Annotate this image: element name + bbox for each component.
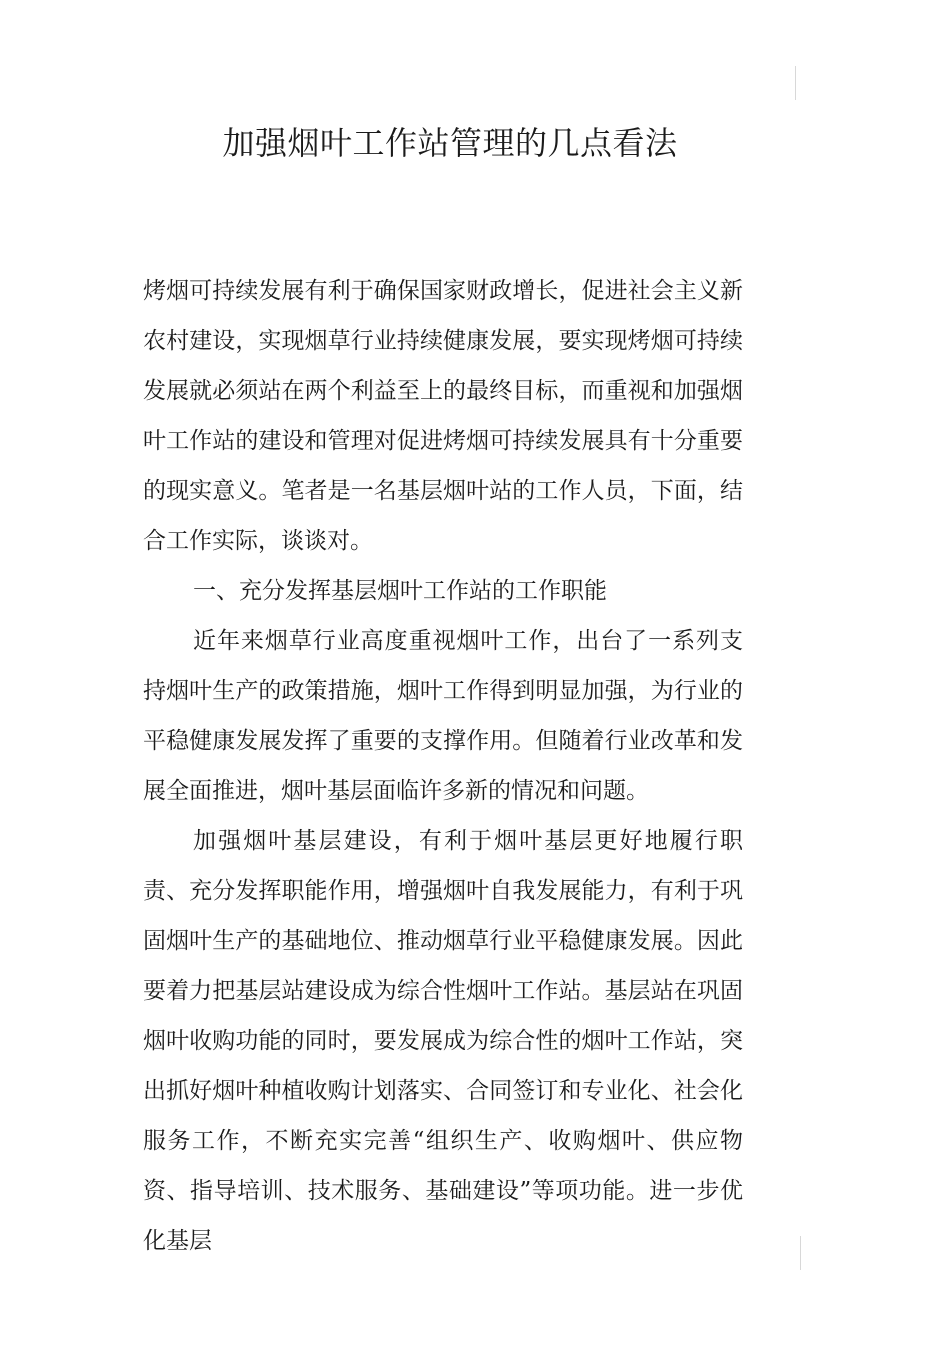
paragraph-3: 加强烟叶基层建设，有利于烟叶基层更好地履行职责、充分发挥职能作用，增强烟叶自我发展能力，有利于巩固烟叶生产的基础地位、推动烟草行业平稳健康发展。因此要着力把基层站建设成为综合性烟叶工作站。基层站在巩固烟叶收购功能的同时，要发展成为综合性的烟叶工作站，突出抓好烟叶种植收购计划落实、合同签订和专业化、社会化服务工作，不断充实完善“组织生产、收购烟叶、供应物资、指导培训、技术服务、基础建设”等项功能。进一步优化基层	[143, 828, 743, 1254]
page-corner-mark-top	[795, 66, 796, 100]
paragraph-intro: 烤烟可持续发展有利于确保国家财政增长，促进社会主义新农村建设，实现烟草行业持续健康发展，要实现烤烟可持续发展就必须站在两个利益至上的最终目标，而重视和加强烟叶工作站的建设和管理对促进烤烟可持续发展具有十分重要的现实意义。笔者是一名基层烟叶站的工作人员，下面，结合工作实际，谈谈对。	[143, 278, 743, 554]
document-title: 加强烟叶工作站管理的几点看法	[222, 124, 678, 162]
paragraph-2: 近年来烟草行业高度重视烟叶工作，出台了一系列支持烟叶生产的政策措施，烟叶工作得到明显加强，为行业的平稳健康发展发挥了重要的支撑作用。但随着行业改革和发展全面推进，烟叶基层面临许多新的情况和问题。	[143, 628, 743, 804]
page-corner-mark-bottom	[800, 1236, 801, 1270]
document-body	[143, 266, 743, 1266]
section-heading-1: 一、充分发挥基层烟叶工作站的工作职能	[193, 578, 607, 604]
